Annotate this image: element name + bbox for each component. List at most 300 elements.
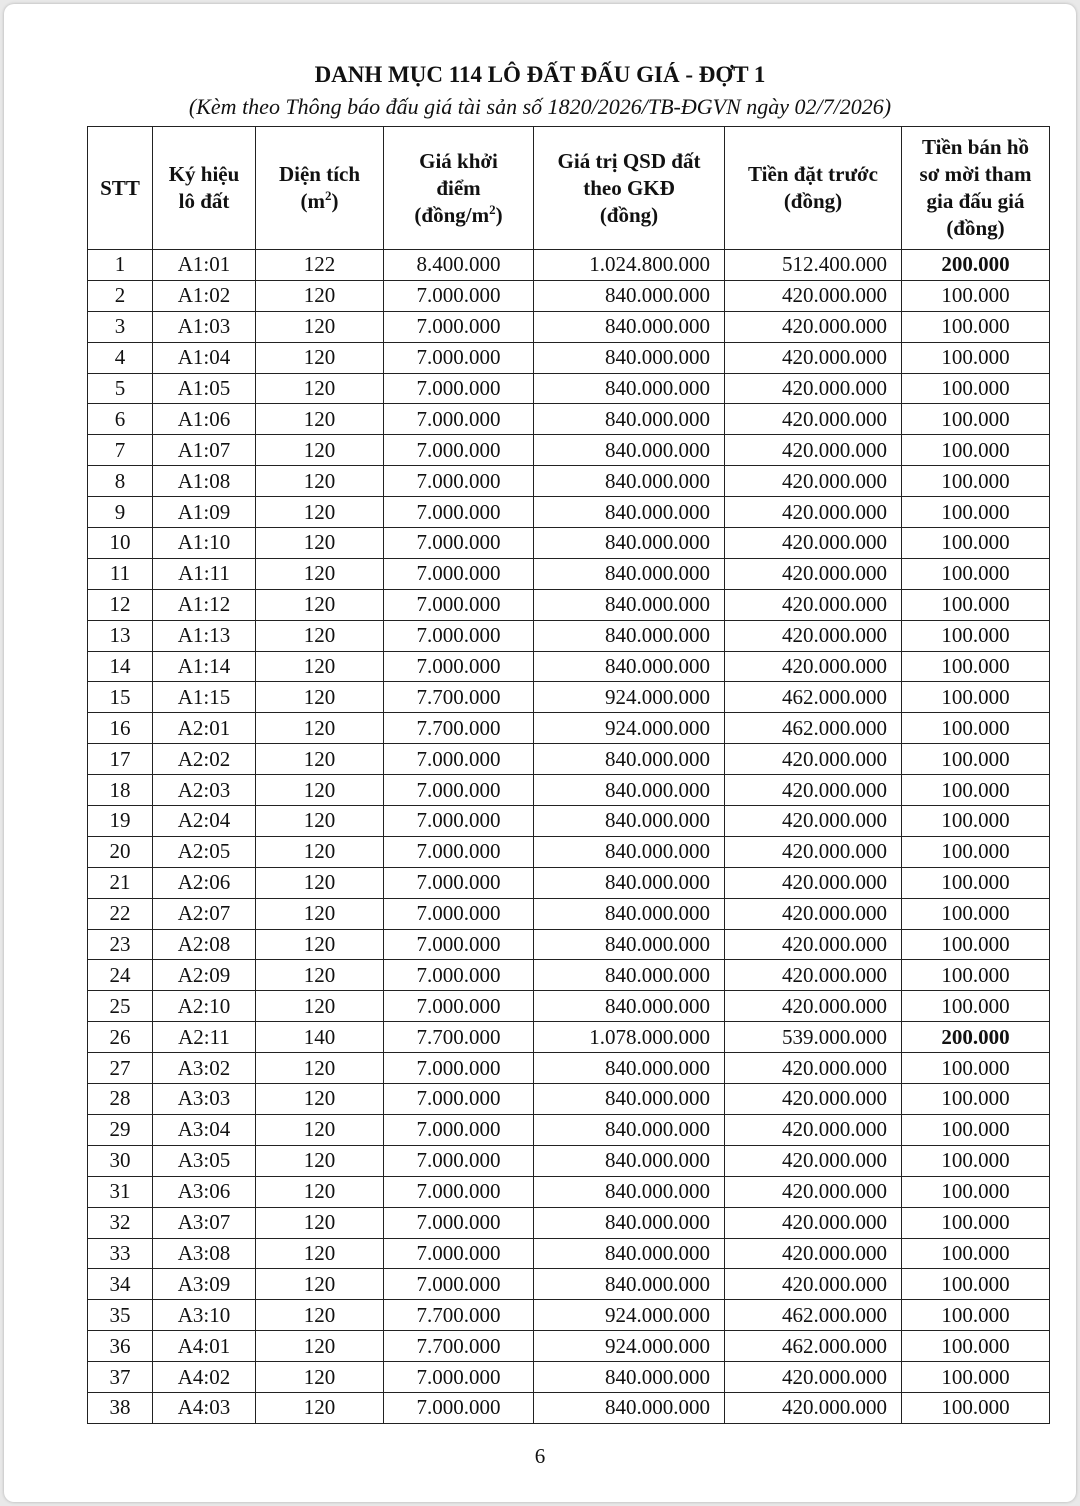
cell-ky-hieu: A1:08 <box>153 466 256 497</box>
cell-tien-dat-truoc: 420.000.000 <box>725 1145 902 1176</box>
cell-gia-tri-qsd: 840.000.000 <box>534 404 725 435</box>
table-row <box>88 1300 1050 1331</box>
cell-ky-hieu: A3:05 <box>153 1145 256 1176</box>
cell-tien-dat-truoc: 420.000.000 <box>725 558 902 589</box>
cell-ky-hieu: A1:04 <box>153 342 256 373</box>
table-row <box>88 1207 1050 1238</box>
cell-tien-dat-truoc: 420.000.000 <box>725 342 902 373</box>
cell-tien-ban-ho-so: 100.000 <box>902 404 1050 435</box>
cell-stt: 15 <box>88 682 153 713</box>
cell-ky-hieu: A2:02 <box>153 744 256 775</box>
cell-tien-dat-truoc: 512.400.000 <box>725 250 902 281</box>
cell-tien-ban-ho-so: 100.000 <box>902 744 1050 775</box>
cell-dien-tich: 120 <box>256 929 384 960</box>
cell-tien-dat-truoc: 420.000.000 <box>725 280 902 311</box>
cell-tien-ban-ho-so: 100.000 <box>902 960 1050 991</box>
table-row <box>88 466 1050 497</box>
cell-tien-dat-truoc: 420.000.000 <box>725 1238 902 1269</box>
cell-gia-khoi-diem: 7.000.000 <box>384 497 534 528</box>
cell-ky-hieu: A3:08 <box>153 1238 256 1269</box>
cell-ky-hieu: A3:02 <box>153 1053 256 1084</box>
cell-gia-khoi-diem: 7.000.000 <box>384 775 534 806</box>
table-row <box>88 1084 1050 1115</box>
cell-tien-ban-ho-so: 100.000 <box>902 373 1050 404</box>
cell-tien-ban-ho-so: 100.000 <box>902 280 1050 311</box>
cell-gia-khoi-diem: 7.000.000 <box>384 373 534 404</box>
cell-stt: 25 <box>88 991 153 1022</box>
cell-gia-tri-qsd: 924.000.000 <box>534 682 725 713</box>
cell-gia-tri-qsd: 840.000.000 <box>534 1238 725 1269</box>
table-row <box>88 311 1050 342</box>
cell-dien-tich: 120 <box>256 1084 384 1115</box>
cell-tien-ban-ho-so: 100.000 <box>902 1053 1050 1084</box>
table-row <box>88 713 1050 744</box>
cell-gia-khoi-diem: 7.000.000 <box>384 1176 534 1207</box>
cell-gia-khoi-diem: 7.000.000 <box>384 1207 534 1238</box>
cell-ky-hieu: A1:07 <box>153 435 256 466</box>
cell-tien-ban-ho-so: 100.000 <box>902 682 1050 713</box>
table-row <box>88 1331 1050 1362</box>
cell-ky-hieu: A3:10 <box>153 1300 256 1331</box>
cell-dien-tich: 120 <box>256 682 384 713</box>
cell-stt: 32 <box>88 1207 153 1238</box>
table-row <box>88 404 1050 435</box>
cell-stt: 9 <box>88 497 153 528</box>
cell-stt: 28 <box>88 1084 153 1115</box>
cell-stt: 35 <box>88 1300 153 1331</box>
cell-dien-tich: 120 <box>256 342 384 373</box>
cell-tien-ban-ho-so: 100.000 <box>902 1084 1050 1115</box>
table-row <box>88 682 1050 713</box>
cell-gia-tri-qsd: 840.000.000 <box>534 744 725 775</box>
cell-tien-ban-ho-so: 100.000 <box>902 867 1050 898</box>
cell-tien-dat-truoc: 420.000.000 <box>725 311 902 342</box>
cell-tien-ban-ho-so: 100.000 <box>902 342 1050 373</box>
cell-gia-tri-qsd: 840.000.000 <box>534 373 725 404</box>
cell-ky-hieu: A3:04 <box>153 1114 256 1145</box>
cell-tien-dat-truoc: 420.000.000 <box>725 651 902 682</box>
cell-tien-ban-ho-so: 100.000 <box>902 435 1050 466</box>
table-row <box>88 775 1050 806</box>
cell-tien-dat-truoc: 420.000.000 <box>725 589 902 620</box>
cell-gia-tri-qsd: 840.000.000 <box>534 898 725 929</box>
cell-ky-hieu: A1:10 <box>153 528 256 559</box>
cell-tien-ban-ho-so: 100.000 <box>902 1362 1050 1393</box>
cell-gia-khoi-diem: 7.000.000 <box>384 929 534 960</box>
table-row <box>88 1269 1050 1300</box>
cell-tien-ban-ho-so: 100.000 <box>902 558 1050 589</box>
cell-gia-khoi-diem: 7.000.000 <box>384 898 534 929</box>
cell-tien-dat-truoc: 420.000.000 <box>725 1362 902 1393</box>
cell-gia-khoi-diem: 7.000.000 <box>384 311 534 342</box>
document-title: DANH MỤC 114 LÔ ĐẤT ĐẤU GIÁ - ĐỢT 1 <box>314 62 766 87</box>
cell-stt: 4 <box>88 342 153 373</box>
cell-ky-hieu: A1:11 <box>153 558 256 589</box>
cell-gia-tri-qsd: 840.000.000 <box>534 311 725 342</box>
cell-gia-tri-qsd: 840.000.000 <box>534 1084 725 1115</box>
cell-tien-dat-truoc: 420.000.000 <box>725 1207 902 1238</box>
cell-gia-khoi-diem: 7.000.000 <box>384 867 534 898</box>
cell-gia-tri-qsd: 840.000.000 <box>534 867 725 898</box>
cell-gia-tri-qsd: 840.000.000 <box>534 929 725 960</box>
cell-ky-hieu: A2:06 <box>153 867 256 898</box>
cell-dien-tich: 120 <box>256 867 384 898</box>
table-row <box>88 558 1050 589</box>
table-row <box>88 342 1050 373</box>
cell-gia-khoi-diem: 7.000.000 <box>384 991 534 1022</box>
table-row <box>88 1392 1050 1423</box>
cell-gia-khoi-diem: 7.000.000 <box>384 651 534 682</box>
cell-tien-dat-truoc: 420.000.000 <box>725 1269 902 1300</box>
cell-dien-tich: 120 <box>256 836 384 867</box>
cell-tien-dat-truoc: 420.000.000 <box>725 960 902 991</box>
cell-dien-tich: 122 <box>256 250 384 281</box>
cell-stt: 24 <box>88 960 153 991</box>
cell-stt: 6 <box>88 404 153 435</box>
cell-stt: 2 <box>88 280 153 311</box>
cell-stt: 19 <box>88 806 153 837</box>
cell-gia-khoi-diem: 7.000.000 <box>384 620 534 651</box>
cell-dien-tich: 120 <box>256 1114 384 1145</box>
cell-tien-dat-truoc: 420.000.000 <box>725 898 902 929</box>
cell-tien-ban-ho-so: 100.000 <box>902 311 1050 342</box>
cell-stt: 27 <box>88 1053 153 1084</box>
cell-ky-hieu: A1:14 <box>153 651 256 682</box>
cell-gia-khoi-diem: 7.000.000 <box>384 1238 534 1269</box>
cell-stt: 10 <box>88 528 153 559</box>
cell-dien-tich: 120 <box>256 1145 384 1176</box>
cell-tien-ban-ho-so: 100.000 <box>902 713 1050 744</box>
land-lot-table <box>87 126 1050 1424</box>
cell-dien-tich: 140 <box>256 1022 384 1053</box>
table-row <box>88 867 1050 898</box>
table-row <box>88 589 1050 620</box>
table-row <box>88 806 1050 837</box>
cell-gia-tri-qsd: 840.000.000 <box>534 806 725 837</box>
cell-tien-ban-ho-so: 100.000 <box>902 929 1050 960</box>
cell-tien-dat-truoc: 462.000.000 <box>725 1300 902 1331</box>
cell-dien-tich: 120 <box>256 1269 384 1300</box>
cell-dien-tich: 120 <box>256 1176 384 1207</box>
cell-gia-khoi-diem: 7.700.000 <box>384 713 534 744</box>
cell-ky-hieu: A2:05 <box>153 836 256 867</box>
cell-ky-hieu: A1:15 <box>153 682 256 713</box>
cell-gia-khoi-diem: 7.000.000 <box>384 1084 534 1115</box>
cell-stt: 18 <box>88 775 153 806</box>
cell-stt: 30 <box>88 1145 153 1176</box>
cell-stt: 34 <box>88 1269 153 1300</box>
cell-gia-tri-qsd: 840.000.000 <box>534 775 725 806</box>
cell-gia-khoi-diem: 7.700.000 <box>384 1022 534 1053</box>
cell-gia-tri-qsd: 840.000.000 <box>534 1114 725 1145</box>
cell-tien-ban-ho-so: 100.000 <box>902 497 1050 528</box>
cell-stt: 14 <box>88 651 153 682</box>
cell-dien-tich: 120 <box>256 744 384 775</box>
cell-tien-dat-truoc: 420.000.000 <box>725 1053 902 1084</box>
cell-stt: 33 <box>88 1238 153 1269</box>
table-row <box>88 1022 1050 1053</box>
cell-dien-tich: 120 <box>256 1362 384 1393</box>
cell-dien-tich: 120 <box>256 806 384 837</box>
cell-gia-khoi-diem: 7.000.000 <box>384 589 534 620</box>
cell-gia-tri-qsd: 840.000.000 <box>534 1207 725 1238</box>
cell-dien-tich: 120 <box>256 1300 384 1331</box>
cell-dien-tich: 120 <box>256 528 384 559</box>
table-row <box>88 651 1050 682</box>
cell-gia-tri-qsd: 840.000.000 <box>534 342 725 373</box>
cell-dien-tich: 120 <box>256 280 384 311</box>
cell-gia-tri-qsd: 840.000.000 <box>534 1145 725 1176</box>
cell-dien-tich: 120 <box>256 497 384 528</box>
cell-tien-ban-ho-so: 100.000 <box>902 1145 1050 1176</box>
cell-gia-tri-qsd: 840.000.000 <box>534 589 725 620</box>
cell-tien-ban-ho-so: 100.000 <box>902 898 1050 929</box>
cell-ky-hieu: A2:08 <box>153 929 256 960</box>
cell-gia-tri-qsd: 840.000.000 <box>534 528 725 559</box>
cell-tien-dat-truoc: 539.000.000 <box>725 1022 902 1053</box>
cell-tien-ban-ho-so: 100.000 <box>902 1331 1050 1362</box>
cell-dien-tich: 120 <box>256 620 384 651</box>
cell-gia-tri-qsd: 840.000.000 <box>534 991 725 1022</box>
cell-ky-hieu: A1:03 <box>153 311 256 342</box>
cell-gia-khoi-diem: 8.400.000 <box>384 250 534 281</box>
cell-ky-hieu: A1:02 <box>153 280 256 311</box>
cell-tien-ban-ho-so: 100.000 <box>902 528 1050 559</box>
header-stt: STT <box>88 127 153 250</box>
cell-gia-khoi-diem: 7.700.000 <box>384 682 534 713</box>
document-subtitle: (Kèm theo Thông báo đấu giá tài sản số 1820/2026/TB-ĐGVN ngày 02/7/2026) <box>188 94 892 119</box>
cell-gia-tri-qsd: 840.000.000 <box>534 1362 725 1393</box>
cell-tien-ban-ho-so: 100.000 <box>902 589 1050 620</box>
cell-ky-hieu: A3:06 <box>153 1176 256 1207</box>
cell-tien-ban-ho-so: 100.000 <box>902 1392 1050 1423</box>
cell-gia-tri-qsd: 924.000.000 <box>534 1300 725 1331</box>
page-number: 6 <box>534 1444 546 1468</box>
cell-gia-tri-qsd: 840.000.000 <box>534 1053 725 1084</box>
cell-ky-hieu: A4:01 <box>153 1331 256 1362</box>
cell-dien-tich: 120 <box>256 466 384 497</box>
cell-stt: 22 <box>88 898 153 929</box>
cell-dien-tich: 120 <box>256 558 384 589</box>
cell-gia-khoi-diem: 7.000.000 <box>384 466 534 497</box>
cell-gia-tri-qsd: 840.000.000 <box>534 836 725 867</box>
header-gia-tri-qsd: Giá trị QSD đất theo GKĐ (đồng) <box>534 127 725 250</box>
cell-gia-khoi-diem: 7.000.000 <box>384 404 534 435</box>
cell-dien-tich: 120 <box>256 404 384 435</box>
cell-stt: 26 <box>88 1022 153 1053</box>
cell-ky-hieu: A2:07 <box>153 898 256 929</box>
table-header-row <box>88 127 1050 250</box>
cell-ky-hieu: A3:03 <box>153 1084 256 1115</box>
cell-gia-khoi-diem: 7.000.000 <box>384 558 534 589</box>
table-row <box>88 373 1050 404</box>
cell-tien-dat-truoc: 420.000.000 <box>725 497 902 528</box>
cell-stt: 31 <box>88 1176 153 1207</box>
cell-tien-dat-truoc: 420.000.000 <box>725 867 902 898</box>
cell-tien-ban-ho-so: 100.000 <box>902 651 1050 682</box>
cell-tien-dat-truoc: 420.000.000 <box>725 528 902 559</box>
cell-gia-khoi-diem: 7.000.000 <box>384 1114 534 1145</box>
table-body <box>88 250 1050 1424</box>
cell-stt: 1 <box>88 250 153 281</box>
cell-ky-hieu: A1:06 <box>153 404 256 435</box>
table-row <box>88 620 1050 651</box>
cell-gia-khoi-diem: 7.000.000 <box>384 1145 534 1176</box>
cell-ky-hieu: A1:13 <box>153 620 256 651</box>
cell-stt: 16 <box>88 713 153 744</box>
cell-dien-tich: 120 <box>256 651 384 682</box>
cell-stt: 29 <box>88 1114 153 1145</box>
cell-ky-hieu: A2:01 <box>153 713 256 744</box>
cell-tien-ban-ho-so: 100.000 <box>902 1238 1050 1269</box>
cell-dien-tich: 120 <box>256 1392 384 1423</box>
cell-gia-khoi-diem: 7.000.000 <box>384 806 534 837</box>
cell-stt: 5 <box>88 373 153 404</box>
cell-gia-tri-qsd: 840.000.000 <box>534 620 725 651</box>
cell-gia-tri-qsd: 840.000.000 <box>534 1392 725 1423</box>
cell-stt: 20 <box>88 836 153 867</box>
cell-ky-hieu: A1:12 <box>153 589 256 620</box>
cell-tien-dat-truoc: 420.000.000 <box>725 435 902 466</box>
cell-stt: 36 <box>88 1331 153 1362</box>
cell-gia-tri-qsd: 840.000.000 <box>534 435 725 466</box>
cell-tien-dat-truoc: 420.000.000 <box>725 775 902 806</box>
header-tien-dat-truoc: Tiền đặt trước (đồng) <box>725 127 902 250</box>
cell-tien-dat-truoc: 462.000.000 <box>725 682 902 713</box>
cell-tien-ban-ho-so: 100.000 <box>902 1114 1050 1145</box>
cell-stt: 7 <box>88 435 153 466</box>
header-gia-khoi-diem: Giá khởi điểm $(đồng/m^2)$ <box>384 127 534 250</box>
cell-tien-dat-truoc: 420.000.000 <box>725 991 902 1022</box>
cell-dien-tich: 120 <box>256 589 384 620</box>
cell-tien-ban-ho-so: 100.000 <box>902 1207 1050 1238</box>
cell-tien-dat-truoc: 420.000.000 <box>725 1084 902 1115</box>
cell-stt: 23 <box>88 929 153 960</box>
cell-gia-khoi-diem: 7.000.000 <box>384 1392 534 1423</box>
cell-tien-ban-ho-so: 100.000 <box>902 1176 1050 1207</box>
cell-ky-hieu: A2:10 <box>153 991 256 1022</box>
cell-ky-hieu: A1:05 <box>153 373 256 404</box>
cell-gia-tri-qsd: 840.000.000 <box>534 960 725 991</box>
cell-gia-tri-qsd: 840.000.000 <box>534 651 725 682</box>
cell-gia-tri-qsd: 1.024.800.000 <box>534 250 725 281</box>
cell-dien-tich: 120 <box>256 311 384 342</box>
table-row <box>88 1145 1050 1176</box>
cell-stt: 3 <box>88 311 153 342</box>
table-row <box>88 744 1050 775</box>
cell-ky-hieu: A4:03 <box>153 1392 256 1423</box>
cell-ky-hieu: A2:09 <box>153 960 256 991</box>
cell-dien-tich: 120 <box>256 373 384 404</box>
cell-ky-hieu: A1:01 <box>153 250 256 281</box>
cell-stt: 21 <box>88 867 153 898</box>
cell-dien-tich: 120 <box>256 1207 384 1238</box>
cell-gia-tri-qsd: 840.000.000 <box>534 1176 725 1207</box>
cell-ky-hieu: A2:11 <box>153 1022 256 1053</box>
cell-tien-ban-ho-so: 100.000 <box>902 775 1050 806</box>
cell-stt: 37 <box>88 1362 153 1393</box>
cell-tien-ban-ho-so: 100.000 <box>902 1269 1050 1300</box>
cell-tien-ban-ho-so: 100.000 <box>902 1300 1050 1331</box>
table-row <box>88 836 1050 867</box>
cell-ky-hieu: A2:03 <box>153 775 256 806</box>
cell-gia-khoi-diem: 7.000.000 <box>384 342 534 373</box>
table-row <box>88 1053 1050 1084</box>
cell-tien-dat-truoc: 420.000.000 <box>725 373 902 404</box>
cell-gia-tri-qsd: 840.000.000 <box>534 280 725 311</box>
cell-tien-dat-truoc: 420.000.000 <box>725 929 902 960</box>
cell-ky-hieu: A1:09 <box>153 497 256 528</box>
cell-dien-tich: 120 <box>256 991 384 1022</box>
table-row <box>88 497 1050 528</box>
cell-ky-hieu: A3:09 <box>153 1269 256 1300</box>
header-ky-hieu: Ký hiệu lô đất <box>153 127 256 250</box>
table-row <box>88 250 1050 281</box>
cell-dien-tich: 120 <box>256 960 384 991</box>
cell-gia-tri-qsd: 1.078.000.000 <box>534 1022 725 1053</box>
cell-tien-ban-ho-so: 100.000 <box>902 620 1050 651</box>
header-dien-tich: Diện tích $(m^2)$ <box>256 127 384 250</box>
cell-gia-khoi-diem: 7.000.000 <box>384 744 534 775</box>
cell-dien-tich: 120 <box>256 713 384 744</box>
table-row <box>88 280 1050 311</box>
cell-tien-dat-truoc: 420.000.000 <box>725 1392 902 1423</box>
cell-gia-khoi-diem: 7.000.000 <box>384 435 534 466</box>
table-row <box>88 1238 1050 1269</box>
cell-ky-hieu: A3:07 <box>153 1207 256 1238</box>
cell-dien-tich: 120 <box>256 1238 384 1269</box>
cell-tien-ban-ho-so: 100.000 <box>902 806 1050 837</box>
header-tien-ban-ho-so: Tiền bán hồ sơ mời tham gia đấu giá (đồng) <box>902 127 1050 250</box>
table-row <box>88 1114 1050 1145</box>
cell-gia-khoi-diem: 7.000.000 <box>384 960 534 991</box>
cell-stt: 11 <box>88 558 153 589</box>
cell-dien-tich: 120 <box>256 1331 384 1362</box>
cell-tien-dat-truoc: 420.000.000 <box>725 836 902 867</box>
cell-stt: 12 <box>88 589 153 620</box>
table-row <box>88 960 1050 991</box>
cell-dien-tich: 120 <box>256 775 384 806</box>
cell-gia-khoi-diem: 7.000.000 <box>384 1269 534 1300</box>
cell-dien-tich: 120 <box>256 1053 384 1084</box>
cell-stt: 13 <box>88 620 153 651</box>
cell-tien-dat-truoc: 420.000.000 <box>725 620 902 651</box>
cell-tien-ban-ho-so: 100.000 <box>902 836 1050 867</box>
cell-dien-tich: 120 <box>256 435 384 466</box>
cell-gia-khoi-diem: 7.000.000 <box>384 280 534 311</box>
cell-gia-tri-qsd: 840.000.000 <box>534 558 725 589</box>
cell-ky-hieu: A2:04 <box>153 806 256 837</box>
table-row <box>88 898 1050 929</box>
cell-tien-dat-truoc: 420.000.000 <box>725 404 902 435</box>
cell-gia-khoi-diem: 7.000.000 <box>384 836 534 867</box>
table-row <box>88 1176 1050 1207</box>
cell-stt: 8 <box>88 466 153 497</box>
cell-gia-tri-qsd: 840.000.000 <box>534 1269 725 1300</box>
table-row <box>88 1362 1050 1393</box>
cell-gia-tri-qsd: 924.000.000 <box>534 1331 725 1362</box>
cell-stt: 38 <box>88 1392 153 1423</box>
cell-tien-dat-truoc: 420.000.000 <box>725 1114 902 1145</box>
cell-gia-tri-qsd: 924.000.000 <box>534 713 725 744</box>
cell-tien-ban-ho-so: 100.000 <box>902 991 1050 1022</box>
table-row <box>88 528 1050 559</box>
table-row <box>88 991 1050 1022</box>
cell-gia-khoi-diem: 7.000.000 <box>384 1362 534 1393</box>
cell-stt: 17 <box>88 744 153 775</box>
cell-ky-hieu: A4:02 <box>153 1362 256 1393</box>
cell-tien-ban-ho-so: 200.000 <box>902 250 1050 281</box>
